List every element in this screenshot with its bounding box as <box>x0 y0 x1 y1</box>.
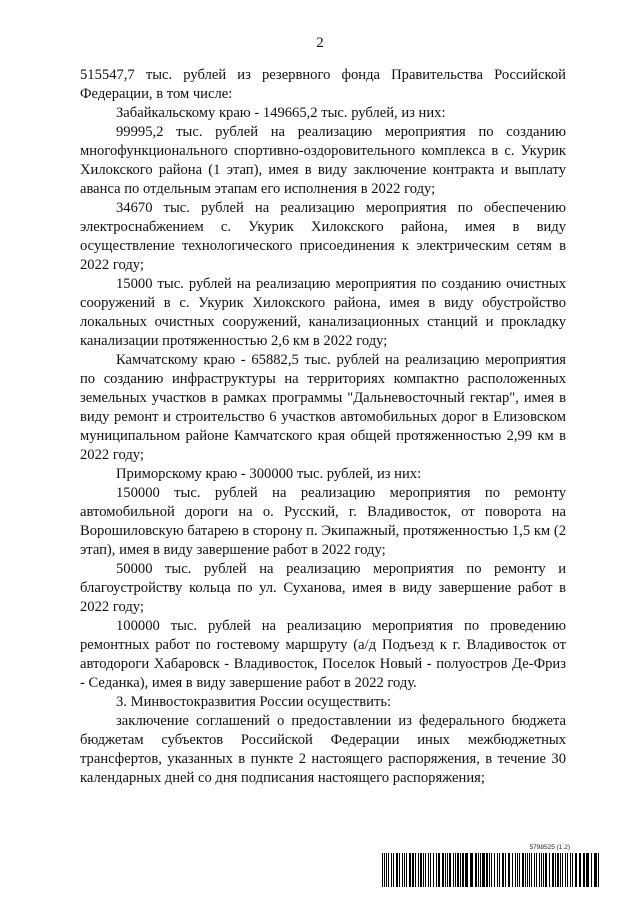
paragraph: 100000 тыс. рублей на реализацию мероприятия по проведению ремонтных работ по гостевому маршруту (а/д Подъезд к г. Владивосток от автодороги Хабаровск - Владивосток, Поселок Новый - полуостров Де-Фриз - Седанка), имея в виду завершение работ в 2022 году. <box>80 618 566 691</box>
barcode-icon <box>382 853 600 887</box>
paragraph: 99995,2 тыс. рублей на реализацию мероприятия по созданию многофункционального спортивно-оздоровительного комплекса в с. Укурик Хилокского района (1 этап), имея в виду заключение контракта и выплату аванса по отдельным этапам его исполнения в 2022 году; <box>80 124 566 197</box>
paragraph: 50000 тыс. рублей на реализацию мероприятия по ремонту и благоустройству кольца по ул. Суханова, имея в виду завершение работ в 2022 году; <box>80 561 566 615</box>
paragraph: Забайкальскому краю - 149665,2 тыс. рублей, из них: <box>116 105 446 121</box>
paragraph: 515547,7 тыс. рублей из резервного фонда Правительства Российской Федерации, в том числе: <box>80 67 566 102</box>
paragraph: 15000 тыс. рублей на реализацию мероприятия по созданию очистных сооружений в с. Укурик Хилокского района, имея в виду обустройство локальных очистных сооружений, канализационных станций и прокладку канализации протяженностью 2,6 км в 2022 году; <box>80 276 566 349</box>
barcode-label: 5798525 (1.2) <box>529 844 570 851</box>
page-number: 2 <box>316 35 324 51</box>
document-body <box>80 66 566 788</box>
paragraph: 150000 тыс. рублей на реализацию мероприятия по ремонту автомобильной дороги на о. Русский, г. Владивосток, от поворота на Ворошиловскую батарею в сторону п. Экипажный, протяженностью 1,5 км (2 этап), имея в виду завершение работ в 2022 году; <box>80 485 566 558</box>
paragraph: Приморскому краю - 300000 тыс. рублей, из них: <box>116 466 422 482</box>
paragraph: 34670 тыс. рублей на реализацию мероприятия по обеспечению электроснабжением с. Укурик Хилокского района, имея в виду осуществление технологического присоединения к электрическим сетям в 2022 году; <box>80 200 566 273</box>
barcode-block <box>382 844 600 889</box>
paragraph: 3. Минвостокразвития России осуществить: <box>116 694 392 710</box>
paragraph: Камчатскому краю - 65882,5 тыс. рублей на реализацию мероприятия по созданию инфраструктуры на территориях компактно расположенных земельных участков в рамках программы "Дальневосточный гектар", имея в виду ремонт и строительство 6 участков автомобильных дорог в Елизовском муниципальном районе Камчатского края общей протяженностью 2,99 км в 2022 году; <box>80 352 566 463</box>
paragraph: заключение соглашений о предоставлении из федерального бюджета бюджетам субъектов Российской Федерации иных межбюджетных трансфертов, указанных в пункте 2 настоящего распоряжения, в течение 30 календарных дней со дня подписания настоящего распоряжения; <box>80 713 566 786</box>
